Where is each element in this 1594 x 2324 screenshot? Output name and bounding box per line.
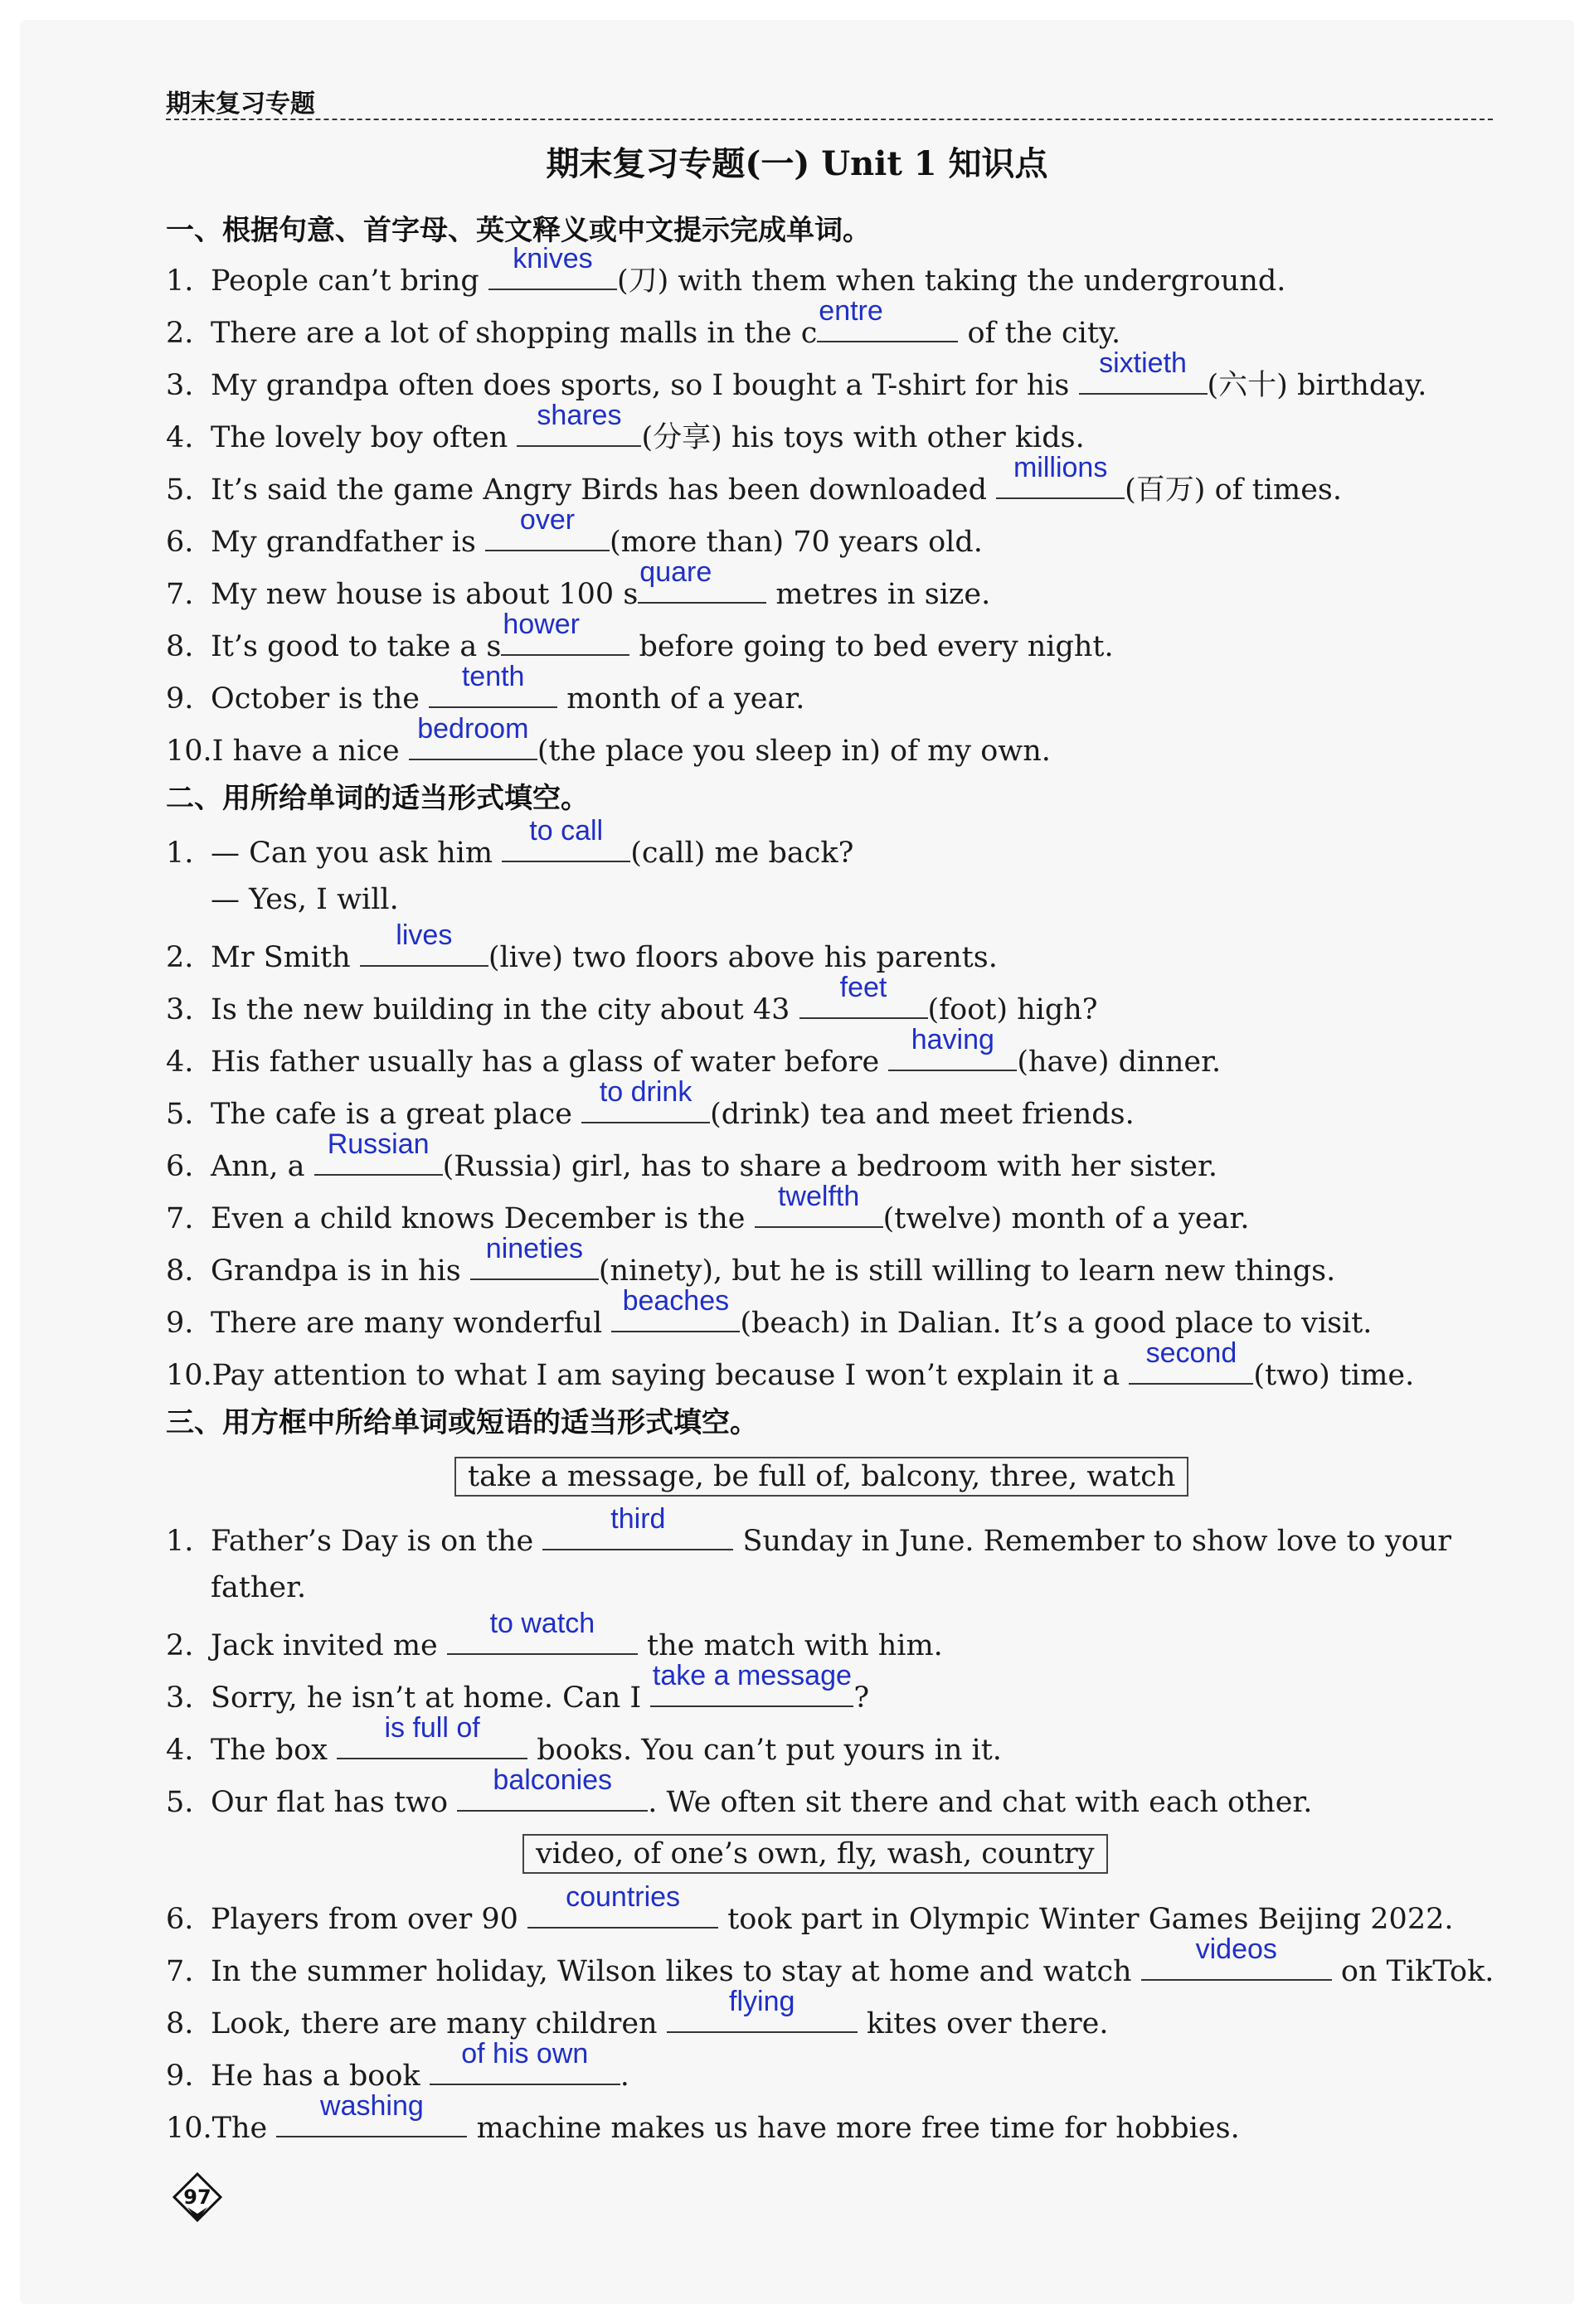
question-text: (百万) of times. (1125, 473, 1342, 507)
s2-question-1 (166, 815, 854, 871)
question-text: (ninety), but he is still willing to learn new things. (598, 1254, 1336, 1288)
word-box-1: take a message, be full of, balcony, three, watch (454, 1457, 1188, 1497)
question-text: (call) me back? (630, 837, 854, 870)
question-text: Even a child knows December is the (211, 1202, 746, 1235)
question-number: 6. (166, 1150, 194, 1183)
question-number: 6. (166, 1903, 194, 1936)
answer-text: feet (839, 972, 887, 1003)
question-text: (two) time. (1253, 1359, 1415, 1392)
answer-text: over (519, 504, 576, 536)
answer-text: quare (639, 556, 712, 588)
answer-text: shares (537, 400, 622, 431)
question-text: Sorry, he isn’t at home. Can I (211, 1681, 642, 1715)
question-text: Father’s Day is on the (211, 1525, 534, 1558)
answer-blank[interactable] (360, 919, 488, 967)
question-number: 3. (166, 369, 194, 402)
question-text: (刀) with them when taking the underground. (616, 264, 1286, 298)
question-number: 2. (166, 1629, 194, 1662)
s3-question-1-continued: father. (211, 1571, 307, 1604)
answer-text: tenth (461, 661, 525, 692)
answer-text: to watch (489, 1608, 595, 1639)
question-text: metres in size. (775, 578, 991, 611)
question-text: — Can you ask him (211, 837, 493, 870)
question-text: Jack invited me (211, 1629, 438, 1662)
s1-question-2 (166, 295, 1121, 352)
question-number: 7. (166, 578, 194, 611)
answer-text: beaches (622, 1285, 730, 1317)
question-text: month of a year. (566, 682, 805, 716)
question-text: Sunday in June. Remember to show love to your (742, 1525, 1451, 1558)
question-number: 3. (166, 1681, 194, 1715)
answer-text: take a message (652, 1660, 852, 1691)
answer-text: Russian (327, 1128, 430, 1160)
answer-blank[interactable] (337, 1712, 527, 1759)
answer-text: twelfth (777, 1181, 860, 1212)
answer-text: balconies (493, 1764, 613, 1796)
answer-blank[interactable] (888, 1024, 1017, 1071)
answer-text: knives (513, 243, 593, 274)
answer-blank[interactable] (488, 243, 617, 290)
question-text: (twelve) month of a year. (882, 1202, 1250, 1235)
question-text: . We often sit there and chat with each other. (648, 1786, 1313, 1819)
question-number: 7. (166, 1955, 194, 1988)
answer-text: videos (1195, 1933, 1277, 1965)
question-text: His father usually has a glass of water before (211, 1046, 880, 1079)
question-text: Mr Smith (211, 941, 351, 974)
question-text: My new house is about 100 s (211, 578, 639, 611)
question-text: Grandpa is in his (211, 1254, 461, 1288)
question-text: There are a lot of shopping malls in the c (211, 317, 818, 350)
question-text: He has a book (211, 2060, 420, 2093)
question-text: (the place you sleep in) of my own. (537, 735, 1051, 768)
answer-blank[interactable] (755, 1181, 883, 1228)
question-text: the match with him. (647, 1629, 943, 1662)
question-number: 1. (166, 264, 194, 298)
answer-blank[interactable] (276, 2090, 467, 2137)
s2-question-6 (166, 1128, 1218, 1185)
answer-text: washing (320, 2090, 424, 2122)
s2-question-10 (166, 1337, 1415, 1394)
answer-blank[interactable] (430, 2038, 620, 2085)
answer-text: to call (529, 815, 604, 847)
answer-blank[interactable] (409, 713, 537, 760)
answer-text: is full of (384, 1712, 480, 1744)
question-text: My grandpa often does sports, so I bought a T-shirt for his (211, 369, 1070, 402)
question-text: ? (853, 1681, 870, 1715)
question-number: 4. (166, 421, 194, 454)
question-number: 1. (166, 837, 194, 870)
question-text: (drink) tea and meet friends. (710, 1098, 1135, 1131)
question-text: (beach) in Dalian. It’s a good place to visit. (740, 1307, 1373, 1340)
question-number: 4. (166, 1734, 194, 1767)
s1-question-1 (166, 243, 1286, 299)
answer-blank[interactable] (667, 1986, 858, 2033)
answer-text: flying (729, 1986, 795, 2017)
answer-blank[interactable] (611, 1285, 740, 1332)
question-text: People can’t bring (211, 264, 479, 298)
question-text: (分享) his toys with other kids. (641, 421, 1085, 454)
page-number: 97 (183, 2186, 211, 2209)
s1-question-8 (166, 609, 1114, 665)
answer-text: nineties (485, 1233, 583, 1264)
question-number: 10. (166, 2112, 212, 2145)
answer-blank[interactable] (470, 1233, 599, 1280)
question-text: Ann, a (211, 1150, 305, 1183)
question-number: 2. (166, 941, 194, 974)
question-text: (六十) birthday. (1207, 369, 1427, 402)
question-number: 10. (166, 735, 212, 768)
answer-blank[interactable] (581, 1076, 710, 1123)
question-text: Players from over 90 (211, 1903, 518, 1936)
question-text: took part in Olympic Winter Games Beijing 2022. (727, 1903, 1454, 1936)
question-text: My grandfather is (211, 526, 476, 559)
answer-text: countries (566, 1881, 681, 1913)
question-text: The (211, 2112, 268, 2145)
answer-blank[interactable] (502, 815, 630, 862)
answer-blank[interactable] (447, 1608, 638, 1655)
question-number: 5. (166, 1786, 194, 1819)
question-text: October is the (211, 682, 420, 716)
question-number: 7. (166, 1202, 194, 1235)
s1-question-6 (166, 504, 983, 560)
answer-text: to drink (599, 1076, 693, 1108)
s2-question-1-reply: — Yes, I will. (211, 883, 399, 916)
question-number: 4. (166, 1046, 194, 1079)
question-text: (more than) 70 years old. (609, 526, 983, 559)
question-number: 2. (166, 317, 194, 350)
question-number: 1. (166, 1525, 194, 1558)
question-number: 8. (166, 2007, 194, 2040)
page-number-badge (173, 2172, 222, 2222)
section1-heading: 一、根据句意、首字母、英文释义或中文提示完成单词。 (166, 214, 871, 247)
question-number: 8. (166, 1254, 194, 1288)
answer-blank[interactable] (501, 609, 629, 656)
question-text: kites over there. (866, 2007, 1109, 2040)
answer-blank[interactable] (527, 1881, 718, 1929)
question-text: . (620, 2060, 629, 2093)
question-number: 9. (166, 1307, 194, 1340)
question-number: 8. (166, 630, 194, 663)
header-divider (166, 119, 1493, 120)
question-number: 3. (166, 993, 194, 1026)
answer-blank[interactable] (542, 1503, 733, 1550)
question-number: 6. (166, 526, 194, 559)
answer-blank[interactable] (314, 1128, 443, 1176)
question-text: I have a nice (211, 735, 400, 768)
question-text: before going to bed every night. (639, 630, 1114, 663)
question-text: In the summer holiday, Wilson likes to stay at home and watch (211, 1955, 1132, 1988)
question-text: It’s good to take a s (211, 630, 502, 663)
answer-text: third (610, 1503, 666, 1535)
answer-blank[interactable] (1079, 347, 1208, 395)
s1-question-5 (166, 452, 1342, 508)
question-text: on TikTok. (1340, 1955, 1494, 1988)
answer-blank[interactable] (1141, 1933, 1332, 1981)
question-text: The lovely boy often (211, 421, 508, 454)
answer-text: second (1145, 1337, 1237, 1369)
answer-text: hower (503, 609, 580, 640)
question-text: machine makes us have more free time for hobbies. (476, 2112, 1240, 2145)
section2-heading: 二、用所给单词的适当形式填空。 (166, 782, 589, 815)
answer-blank[interactable] (517, 400, 641, 447)
answer-text: bedroom (417, 713, 529, 745)
question-text: (live) two floors above his parents. (488, 941, 998, 974)
answer-text: having (911, 1024, 994, 1055)
answer-blank[interactable] (1129, 1337, 1253, 1385)
answer-blank[interactable] (799, 972, 928, 1019)
s2-question-5 (166, 1076, 1135, 1133)
answer-blank[interactable] (457, 1764, 648, 1812)
s3-question-1 (166, 1503, 1451, 1560)
question-text: Pay attention to what I am saying because I won’t explain it a (211, 1359, 1120, 1392)
s2-question-8 (166, 1233, 1336, 1289)
question-text: The cafe is a great place (211, 1098, 572, 1131)
answer-blank[interactable] (485, 504, 610, 551)
question-text: (have) dinner. (1017, 1046, 1222, 1079)
question-number: 5. (166, 1098, 194, 1131)
answer-blank[interactable] (638, 556, 766, 604)
question-text: books. You can’t put yours in it. (537, 1734, 1002, 1767)
answer-text: entre (819, 295, 883, 327)
answer-blank[interactable] (650, 1660, 853, 1707)
question-number: 9. (166, 682, 194, 716)
running-head: 期末复习专题 (166, 90, 315, 119)
s2-question-7 (166, 1181, 1250, 1237)
s3-question-5 (166, 1764, 1313, 1821)
question-text: Our flat has two (211, 1786, 449, 1819)
question-text: Look, there are many children (211, 2007, 658, 2040)
question-text: Is the new building in the city about 43 (211, 993, 790, 1026)
answer-text: of his own (461, 2038, 589, 2069)
s1-question-10 (166, 713, 1051, 769)
answer-blank[interactable] (817, 295, 958, 342)
question-number: 9. (166, 2060, 194, 2093)
question-number: 5. (166, 473, 194, 507)
answer-blank[interactable] (996, 452, 1125, 499)
s3-question-8 (166, 1986, 1109, 2042)
answer-blank[interactable] (429, 661, 557, 708)
word-box-2: video, of one’s own, fly, wash, country (522, 1834, 1108, 1874)
answer-text: lives (396, 919, 453, 951)
question-number: 10. (166, 1359, 212, 1392)
answer-text: millions (1013, 452, 1108, 483)
question-text: It’s said the game Angry Birds has been downloaded (211, 473, 988, 507)
s3-question-10 (166, 2090, 1240, 2147)
question-text: The box (211, 1734, 328, 1767)
page-title: 期末复习专题(一) Unit 1 知识点 (546, 144, 1048, 183)
s1-question-4 (166, 400, 1085, 456)
answer-text: sixtieth (1099, 347, 1187, 379)
question-text: (foot) high? (927, 993, 1098, 1026)
question-text: of the city. (967, 317, 1121, 350)
question-text: There are many wonderful (211, 1307, 603, 1340)
question-text: (Russia) girl, has to share a bedroom with her sister. (442, 1150, 1218, 1183)
s1-question-3 (166, 347, 1427, 404)
section3-heading: 三、用方框中所给单词或短语的适当形式填空。 (166, 1406, 758, 1439)
